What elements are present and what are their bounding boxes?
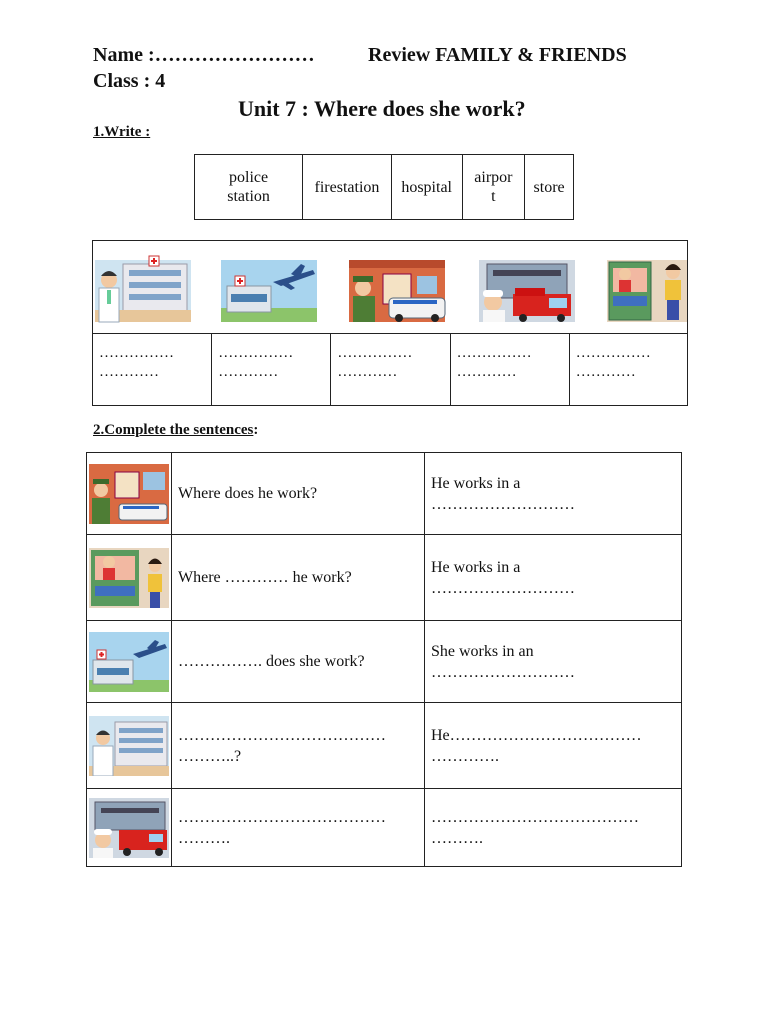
answer-cell[interactable] — [425, 789, 682, 867]
question-text: Where does he work? — [178, 484, 318, 502]
word-airport: airpor t — [462, 155, 525, 220]
row-picture — [87, 453, 172, 535]
question-cell[interactable] — [172, 703, 425, 789]
ex1-blank-text: …………… ………… — [218, 344, 294, 380]
answer-text: He works in a ……………………… — [431, 474, 575, 513]
row-picture — [87, 621, 172, 703]
question-cell — [172, 535, 425, 621]
airport-picture — [89, 632, 169, 692]
question-cell — [172, 621, 425, 703]
table-row — [87, 621, 682, 703]
answer-cell[interactable] — [425, 535, 682, 621]
fire-station-picture — [89, 798, 169, 858]
table-row — [87, 703, 682, 789]
answer-cell[interactable] — [425, 703, 682, 789]
ex1-blank-4[interactable] — [450, 333, 569, 405]
ex1-blank-1[interactable] — [93, 333, 212, 405]
question-text: Where ………… he work? — [178, 568, 352, 586]
question-text: ………………………………… ………..? — [178, 726, 386, 765]
question-cell — [172, 453, 425, 535]
ex1-blank-text: …………… ………… — [337, 344, 413, 380]
word-store: store — [525, 155, 574, 220]
section2-heading: 2.Complete the sentences: — [93, 422, 259, 438]
answer-cell[interactable] — [425, 621, 682, 703]
ex1-blank-text: …………… ………… — [575, 344, 651, 380]
ex1-blank-text: …………… ………… — [99, 344, 174, 380]
picture-strip — [93, 241, 688, 334]
police-officer-picture — [89, 464, 169, 524]
answer-text: ………………………………… ………. — [431, 808, 639, 847]
airport-picture — [221, 260, 317, 322]
row-picture — [87, 535, 172, 621]
class-line: Class : 4 — [93, 70, 166, 92]
ex1-blank-text: …………… ………… — [456, 344, 532, 380]
question-cell[interactable] — [172, 789, 425, 867]
exercise1-table — [92, 240, 688, 406]
word-police-station: police station — [195, 155, 303, 220]
answer-cell[interactable] — [425, 453, 682, 535]
police-station-picture — [349, 260, 445, 322]
row-picture — [87, 789, 172, 867]
review-title: Review FAMILY & FRIENDS — [368, 44, 627, 66]
answer-text: He……………………………… …………. — [431, 726, 642, 765]
table-row — [87, 453, 682, 535]
unit-title: Unit 7 : Where does she work? — [238, 96, 526, 121]
word-box — [194, 154, 574, 220]
ex1-blank-5[interactable] — [569, 333, 687, 405]
word-hospital: hospital — [391, 155, 462, 220]
name-line: Name :…………………… — [93, 44, 315, 66]
answer-text: He works in a ……………………… — [431, 558, 575, 597]
ex1-blank-3[interactable] — [331, 333, 450, 405]
word-firestation: firestation — [303, 155, 392, 220]
ex1-blank-2[interactable] — [212, 333, 331, 405]
table-row — [87, 535, 682, 621]
store-clerk-picture — [89, 548, 169, 608]
hospital-doctor-picture — [95, 256, 191, 322]
fire-station-picture — [479, 260, 575, 322]
answer-text: She works in an ……………………… — [431, 642, 575, 681]
hospital-doctor-picture — [89, 716, 169, 776]
question-text: ………………………………… ………. — [178, 808, 386, 847]
store-picture — [607, 260, 687, 322]
exercise2-table — [86, 452, 682, 867]
table-row — [87, 789, 682, 867]
question-text: ……………. does she work? — [178, 652, 365, 670]
section1-heading: 1.Write : — [93, 124, 151, 140]
picture-strip-illustrations — [93, 242, 687, 332]
row-picture — [87, 703, 172, 789]
